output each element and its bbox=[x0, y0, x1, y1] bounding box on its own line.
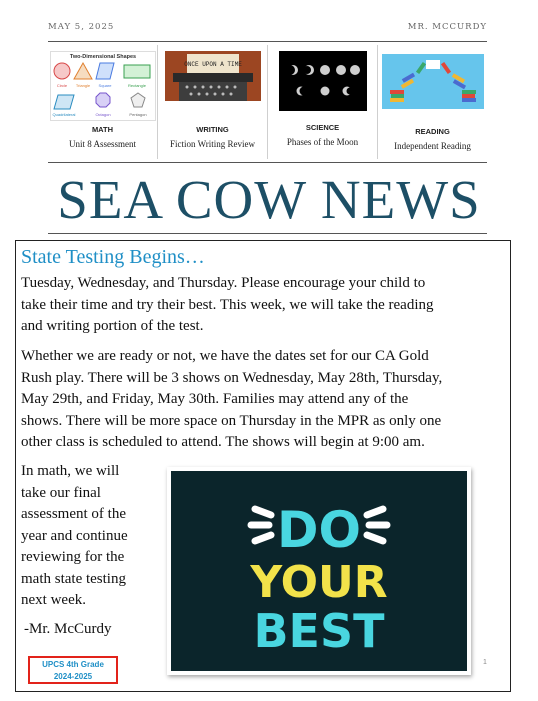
paragraph-testing bbox=[21, 273, 434, 338]
paragraph-line: math state testing bbox=[21, 570, 126, 587]
teacher-name: MR. MCCURDY bbox=[407, 22, 487, 32]
subject-description: Phases of the Moon bbox=[286, 137, 359, 147]
subject-label: MATH bbox=[91, 125, 114, 134]
paragraph-line: In math, we will bbox=[21, 463, 120, 479]
title-top-divider bbox=[48, 162, 487, 163]
paragraph-line: take our final bbox=[21, 484, 101, 501]
do-your-best-poster bbox=[167, 467, 471, 675]
poster-word-your: YOUR bbox=[250, 557, 388, 608]
badge-line: UPCS 4th Grade bbox=[42, 660, 104, 669]
shapes-chart-title: Two-Dimensional Shapes bbox=[69, 54, 136, 60]
shape-label-octagon: Octagon bbox=[94, 112, 111, 117]
poster-word-best: BEST bbox=[253, 604, 385, 658]
moon-phases-image bbox=[279, 51, 367, 111]
paragraph-line: May 29th, and Friday, May 30th. Families may attend any of the bbox=[21, 391, 409, 407]
subject-science bbox=[267, 45, 377, 159]
paragraph-line: assessment of the bbox=[21, 506, 126, 522]
shape-label-pentagon: Pentagon bbox=[128, 112, 147, 117]
paragraph-line: next week. bbox=[21, 592, 86, 608]
paragraph-gold-rush-play bbox=[21, 346, 442, 454]
typewriter-paper-text: ONCE UPON A TIME bbox=[183, 61, 242, 68]
paragraph-line: shows. There will be more space on Thursday in the MPR as only one bbox=[21, 412, 442, 429]
newsletter-date: MAY 5, 2025 bbox=[48, 22, 115, 32]
shape-label-triangle: Triangle bbox=[75, 83, 90, 88]
paragraph-line: Tuesday, Wednesday, and Thursday. Please encourage your child to bbox=[21, 275, 426, 291]
subject-description: Fiction Writing Review bbox=[170, 139, 255, 149]
subject-reading bbox=[377, 45, 487, 159]
paragraph-line: other class is scheduled to attend. The shows will begin at 9:00 am. bbox=[21, 434, 425, 450]
paragraph-math bbox=[21, 461, 128, 612]
shape-label-circle: Circle bbox=[56, 83, 67, 88]
subject-writing bbox=[157, 45, 267, 159]
typewriter-image bbox=[165, 51, 261, 101]
shape-label-square: Square bbox=[98, 83, 111, 88]
class-badge bbox=[28, 656, 118, 684]
poster-image bbox=[171, 471, 467, 671]
title-bottom-divider bbox=[48, 233, 487, 234]
subject-label: WRITING bbox=[196, 125, 229, 134]
badge-line: 2024-2025 bbox=[53, 672, 93, 681]
shape-label-quadrilateral: Quadrilateral bbox=[52, 112, 75, 117]
page-number: 1 bbox=[483, 659, 487, 666]
poster-artwork bbox=[171, 471, 467, 671]
shape-label-rectangle: Rectangle bbox=[127, 83, 146, 88]
two-dimensional-shapes-image bbox=[50, 51, 156, 121]
paragraph-line: and writing portion of the test. bbox=[21, 318, 204, 334]
subject-description: Independent Reading bbox=[394, 141, 471, 151]
paragraph-line: year and continue bbox=[21, 527, 128, 544]
paragraph-line: Whether we are ready or not, we have the dates set for our CA Gold bbox=[21, 348, 429, 364]
paragraph-line: reviewing for the bbox=[21, 549, 125, 565]
paragraph-line: take their time and try their best. This week, we will take the reading bbox=[21, 296, 434, 313]
subject-label: READING bbox=[415, 127, 450, 136]
signature: -Mr. McCurdy bbox=[24, 621, 112, 637]
subject-math bbox=[48, 45, 157, 159]
newsletter-title: SEA COW NEWS bbox=[57, 169, 481, 230]
subject-label: SCIENCE bbox=[305, 123, 340, 132]
books-arch-image bbox=[382, 54, 484, 109]
paragraph-line: Rush play. There will be 3 shows on Wednesday, May 28th, Thursday, bbox=[21, 369, 443, 386]
header-divider bbox=[48, 41, 487, 42]
article-heading: State Testing Begins… bbox=[21, 246, 205, 268]
subject-description: Unit 8 Assessment bbox=[68, 139, 136, 149]
subject-strip bbox=[48, 45, 487, 159]
poster-word-do: DO bbox=[276, 501, 362, 559]
